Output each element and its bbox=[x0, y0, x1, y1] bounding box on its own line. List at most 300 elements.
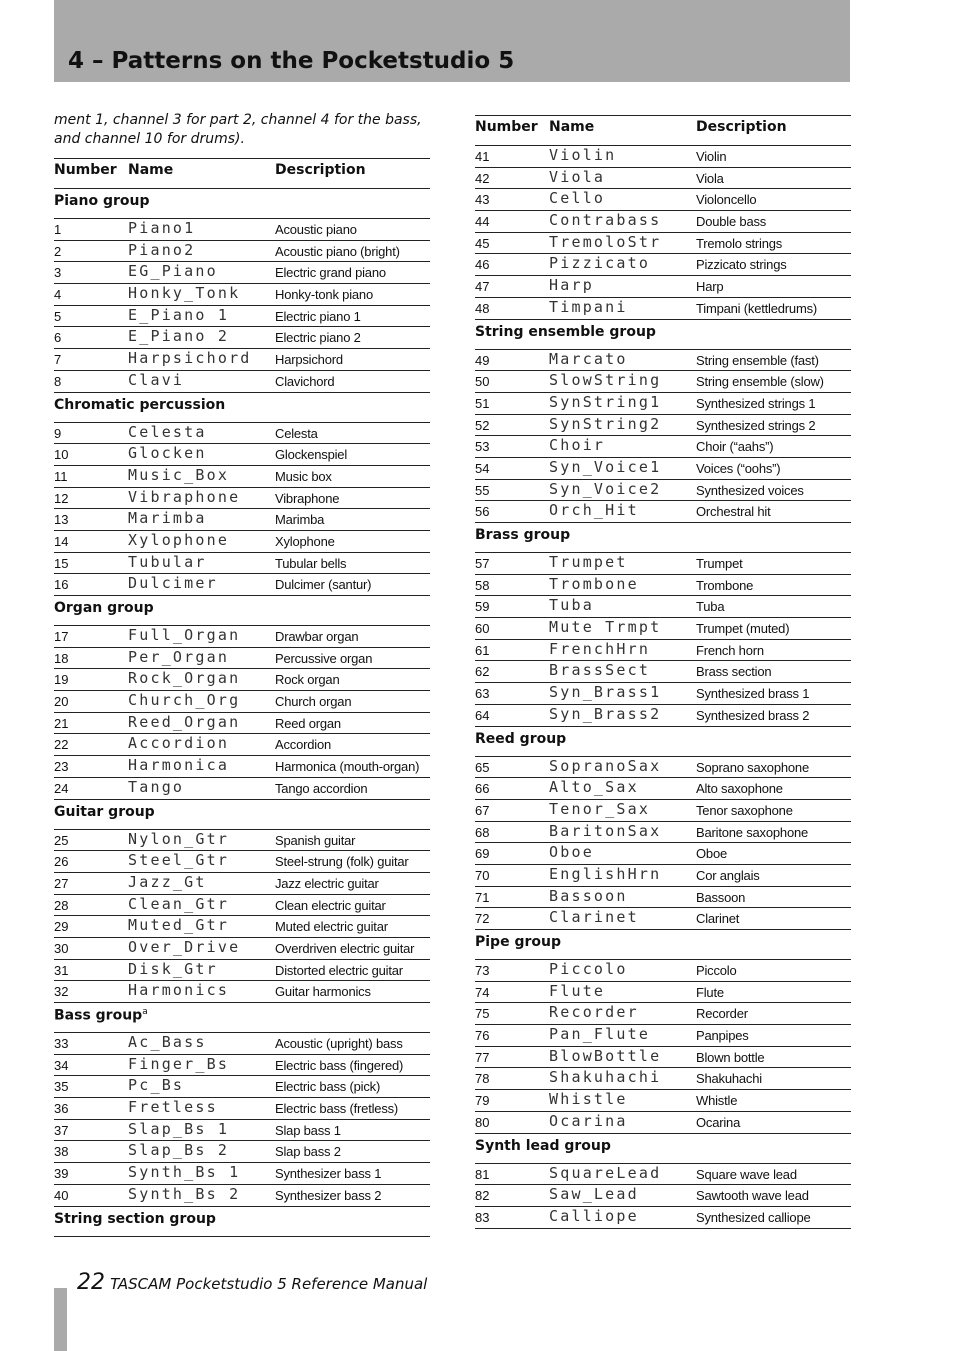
instrument-number: 60 bbox=[475, 621, 490, 637]
instrument-description: Harp bbox=[696, 279, 724, 295]
column-header-name: Name bbox=[128, 162, 174, 178]
instrument-description: Cor anglais bbox=[696, 867, 760, 883]
instrument-description: Muted electric guitar bbox=[275, 919, 388, 935]
table-header bbox=[54, 158, 430, 189]
instrument-number: 13 bbox=[54, 512, 69, 528]
instrument-lcd-name: Disk_Gtr bbox=[128, 959, 218, 978]
instrument-number: 22 bbox=[54, 737, 69, 753]
instrument-number: 6 bbox=[54, 330, 62, 346]
instrument-number: 49 bbox=[475, 352, 490, 368]
instrument-description: Church organ bbox=[275, 694, 352, 710]
table-row bbox=[54, 327, 430, 349]
instrument-lcd-name: Syn_Brass1 bbox=[549, 683, 662, 702]
instrument-lcd-name: Harmonica bbox=[128, 756, 230, 775]
instrument-lcd-name: Rock_Organ bbox=[128, 669, 241, 688]
instrument-lcd-name: Jazz_Gt bbox=[128, 872, 207, 891]
instrument-description: Harmonica (mouth-organ) bbox=[275, 759, 420, 775]
group-title-text: String section group bbox=[54, 1210, 216, 1227]
table-row bbox=[475, 1164, 851, 1186]
instrument-lcd-name: Violin bbox=[549, 146, 617, 164]
group-title-text: Brass group bbox=[475, 527, 571, 543]
instrument-description: Jazz electric guitar bbox=[275, 875, 379, 891]
group-heading bbox=[54, 189, 430, 219]
instrument-number: 12 bbox=[54, 490, 69, 506]
instrument-description: Vibraphone bbox=[275, 490, 340, 506]
instrument-number: 43 bbox=[475, 192, 490, 208]
table-row bbox=[54, 1076, 430, 1098]
instrument-description: Electric piano 2 bbox=[275, 330, 361, 346]
instrument-number: 57 bbox=[475, 556, 490, 571]
instrument-lcd-name: Harmonics bbox=[128, 981, 230, 1000]
instrument-number: 72 bbox=[475, 911, 490, 927]
table-row bbox=[475, 757, 851, 779]
instrument-number: 59 bbox=[475, 599, 490, 615]
instrument-description: Timpani (kettledrums) bbox=[696, 300, 818, 316]
instrument-lcd-name: Per_Organ bbox=[128, 647, 230, 666]
table-row bbox=[475, 298, 851, 320]
column-header-name: Name bbox=[549, 119, 595, 135]
instrument-number: 45 bbox=[475, 235, 490, 251]
instrument-number: 15 bbox=[54, 555, 69, 571]
instrument-number: 40 bbox=[54, 1187, 69, 1203]
instrument-description: Soprano saxophone bbox=[696, 759, 809, 775]
left-instrument-table bbox=[54, 158, 430, 1237]
instrument-number: 54 bbox=[475, 460, 490, 476]
instrument-number: 37 bbox=[54, 1122, 69, 1138]
instrument-lcd-name: Celesta bbox=[128, 422, 207, 441]
instrument-lcd-name: Marcato bbox=[549, 349, 628, 368]
right-instrument-table bbox=[475, 115, 851, 1229]
table-row bbox=[475, 211, 851, 233]
instrument-number: 33 bbox=[54, 1036, 69, 1051]
instrument-lcd-name: Syn_Voice2 bbox=[549, 479, 662, 498]
group-title-text: Synth lead group bbox=[475, 1137, 611, 1154]
instrument-number: 51 bbox=[475, 395, 490, 411]
instrument-lcd-name: Orch_Hit bbox=[549, 501, 639, 520]
group-title-text: Guitar group bbox=[54, 803, 155, 820]
instrument-description: Tango accordion bbox=[275, 780, 368, 796]
instrument-description: Electric bass (fretless) bbox=[275, 1101, 399, 1117]
table-row bbox=[475, 1025, 851, 1047]
table-row bbox=[54, 1185, 430, 1207]
instrument-number: 31 bbox=[54, 962, 69, 978]
instrument-description: Synthesized brass 2 bbox=[696, 707, 810, 723]
instrument-lcd-name: Oboe bbox=[549, 843, 594, 862]
instrument-number: 48 bbox=[475, 300, 490, 316]
instrument-lcd-name: Piano2 bbox=[128, 240, 196, 259]
group-heading bbox=[475, 320, 851, 350]
instrument-number: 29 bbox=[54, 919, 69, 935]
instrument-number: 83 bbox=[475, 1209, 490, 1225]
instrument-description: Trumpet bbox=[696, 556, 743, 571]
instrument-number: 65 bbox=[475, 759, 490, 775]
instrument-lcd-name: Trumpet bbox=[549, 553, 628, 571]
group-heading bbox=[54, 596, 430, 626]
table-row bbox=[54, 553, 430, 575]
instrument-description: Blown bottle bbox=[696, 1049, 765, 1065]
instrument-description: String ensemble (slow) bbox=[696, 374, 824, 390]
table-row bbox=[475, 908, 851, 930]
instrument-number: 1 bbox=[54, 222, 62, 237]
instrument-description: Harpsichord bbox=[275, 352, 343, 368]
instrument-description: Tremolo strings bbox=[696, 235, 783, 251]
instrument-lcd-name: Nylon_Gtr bbox=[128, 829, 230, 848]
table-row bbox=[475, 168, 851, 190]
instrument-lcd-name: Fretless bbox=[128, 1098, 218, 1117]
instrument-lcd-name: Full_Organ bbox=[128, 626, 241, 644]
table-row bbox=[475, 1047, 851, 1069]
instrument-description: Clavichord bbox=[275, 373, 335, 389]
instrument-lcd-name: Dulcimer bbox=[128, 574, 218, 593]
instrument-description: Trombone bbox=[696, 577, 754, 593]
group-title bbox=[475, 1138, 611, 1154]
instrument-lcd-name: Synth_Bs 1 bbox=[128, 1163, 241, 1182]
table-row bbox=[54, 1141, 430, 1163]
group-title bbox=[54, 397, 225, 413]
column-header-number: Number bbox=[475, 119, 538, 135]
table-row bbox=[475, 350, 851, 372]
table-row bbox=[54, 219, 430, 241]
instrument-description: Acoustic (upright) bass bbox=[275, 1036, 403, 1051]
instrument-number: 25 bbox=[54, 832, 69, 848]
instrument-lcd-name: Mute Trmpt bbox=[549, 618, 662, 637]
instrument-description: Oboe bbox=[696, 846, 728, 862]
page-number: 22 bbox=[77, 1270, 105, 1295]
instrument-lcd-name: BrassSect bbox=[549, 661, 651, 680]
group-title bbox=[475, 324, 656, 340]
table-row bbox=[54, 734, 430, 756]
instrument-description: Reed organ bbox=[275, 715, 341, 731]
instrument-number: 26 bbox=[54, 854, 69, 870]
instrument-description: Choir (“aahs”) bbox=[696, 439, 774, 455]
table-row bbox=[54, 284, 430, 306]
instrument-description: Baritone saxophone bbox=[696, 824, 809, 840]
instrument-lcd-name: Glocken bbox=[128, 444, 207, 463]
instrument-description: Tenor saxophone bbox=[696, 802, 793, 818]
table-row bbox=[54, 444, 430, 466]
instrument-number: 68 bbox=[475, 824, 490, 840]
group-title bbox=[54, 600, 154, 616]
instrument-number: 2 bbox=[54, 243, 62, 259]
instrument-description: Tuba bbox=[696, 599, 725, 615]
group-heading bbox=[475, 930, 851, 960]
table-row bbox=[475, 843, 851, 865]
instrument-number: 79 bbox=[475, 1093, 490, 1109]
instrument-number: 77 bbox=[475, 1049, 490, 1065]
instrument-description: Clarinet bbox=[696, 911, 740, 927]
table-row bbox=[475, 887, 851, 909]
group-title bbox=[475, 527, 570, 543]
group-title-text: String ensemble group bbox=[475, 323, 656, 340]
table-row bbox=[54, 830, 430, 852]
group-heading bbox=[54, 393, 430, 423]
instrument-number: 71 bbox=[475, 889, 490, 905]
instrument-number: 20 bbox=[54, 694, 69, 710]
instrument-description: Synthesized brass 1 bbox=[696, 686, 810, 702]
group-title-text: Reed group bbox=[475, 730, 567, 747]
table-row bbox=[54, 916, 430, 938]
group-title bbox=[54, 804, 155, 820]
instrument-description: Overdriven electric guitar bbox=[275, 940, 415, 956]
table-row bbox=[54, 648, 430, 670]
instrument-lcd-name: Clarinet bbox=[549, 908, 639, 927]
instrument-description: Synthesized strings 1 bbox=[696, 395, 816, 411]
instrument-lcd-name: BlowBottle bbox=[549, 1046, 662, 1065]
instrument-lcd-name: Clean_Gtr bbox=[128, 894, 230, 913]
table-row bbox=[475, 661, 851, 683]
group-title-text: Bass group bbox=[54, 1007, 143, 1024]
table-row bbox=[54, 1055, 430, 1077]
table-row bbox=[475, 501, 851, 523]
instrument-lcd-name: Saw_Lead bbox=[549, 1185, 639, 1204]
group-heading bbox=[54, 1207, 430, 1237]
instrument-lcd-name: Clavi bbox=[128, 370, 185, 389]
instrument-number: 32 bbox=[54, 984, 69, 1000]
instrument-number: 50 bbox=[475, 374, 490, 390]
instrument-description: Steel-strung (folk) guitar bbox=[275, 854, 409, 870]
group-title-text: Pipe group bbox=[475, 934, 561, 950]
table-row bbox=[475, 436, 851, 458]
manual-title: TASCAM Pocketstudio 5 Reference Manual bbox=[110, 1275, 428, 1293]
instrument-description: Panpipes bbox=[696, 1028, 749, 1044]
instrument-description: Voices (“oohs”) bbox=[696, 460, 781, 476]
instrument-number: 21 bbox=[54, 715, 69, 731]
instrument-lcd-name: Alto_Sax bbox=[549, 778, 639, 797]
table-row bbox=[475, 618, 851, 640]
group-heading bbox=[475, 523, 851, 553]
instrument-number: 74 bbox=[475, 984, 490, 1000]
table-row bbox=[54, 262, 430, 284]
table-row bbox=[475, 982, 851, 1004]
instrument-lcd-name: EnglishHrn bbox=[549, 864, 662, 883]
table-row bbox=[475, 705, 851, 727]
table-row bbox=[54, 531, 430, 553]
instrument-description: Synthesized voices bbox=[696, 482, 804, 498]
instrument-description: Percussive organ bbox=[275, 650, 373, 666]
instrument-number: 63 bbox=[475, 686, 490, 702]
instrument-description: Music box bbox=[275, 468, 332, 484]
instrument-lcd-name: Xylophone bbox=[128, 530, 230, 549]
instrument-lcd-name: Harp bbox=[549, 276, 594, 295]
instrument-lcd-name: Music_Box bbox=[128, 465, 230, 484]
table-row bbox=[475, 865, 851, 887]
instrument-lcd-name: Whistle bbox=[549, 1090, 628, 1109]
instrument-lcd-name: Piano1 bbox=[128, 219, 196, 237]
instrument-lcd-name: Muted_Gtr bbox=[128, 916, 230, 935]
table-row bbox=[475, 1068, 851, 1090]
instrument-lcd-name: Vibraphone bbox=[128, 487, 241, 506]
instrument-description: Honky-tonk piano bbox=[275, 287, 373, 303]
instrument-number: 76 bbox=[475, 1028, 490, 1044]
instrument-number: 5 bbox=[54, 308, 62, 324]
table-row bbox=[475, 800, 851, 822]
instrument-lcd-name: Flute bbox=[549, 981, 606, 1000]
instrument-description: String ensemble (fast) bbox=[696, 352, 819, 368]
table-row bbox=[54, 371, 430, 393]
instrument-lcd-name: Tubular bbox=[128, 552, 207, 571]
instrument-description: Electric bass (fingered) bbox=[275, 1057, 404, 1073]
instrument-description: Spanish guitar bbox=[275, 832, 356, 848]
instrument-description: Accordion bbox=[275, 737, 332, 753]
instrument-description: Electric piano 1 bbox=[275, 308, 361, 324]
group-heading bbox=[475, 1134, 851, 1164]
instrument-description: Celesta bbox=[275, 425, 318, 441]
table-row bbox=[54, 1163, 430, 1185]
instrument-lcd-name: Tuba bbox=[549, 596, 594, 615]
table-row bbox=[475, 640, 851, 662]
instrument-number: 35 bbox=[54, 1079, 69, 1095]
table-row bbox=[475, 254, 851, 276]
instrument-lcd-name: Recorder bbox=[549, 1003, 639, 1022]
instrument-lcd-name: Ac_Bass bbox=[128, 1033, 207, 1051]
instrument-description: Double bass bbox=[696, 214, 767, 230]
instrument-lcd-name: Shakuhachi bbox=[549, 1068, 662, 1087]
table-row bbox=[54, 306, 430, 328]
instrument-description: Acoustic piano (bright) bbox=[275, 243, 400, 259]
group-title bbox=[54, 1211, 216, 1227]
instrument-lcd-name: SlowString bbox=[549, 371, 662, 390]
instrument-description: Marimba bbox=[275, 512, 325, 528]
instrument-description: Violoncello bbox=[696, 192, 757, 208]
instrument-number: 81 bbox=[475, 1166, 490, 1182]
instrument-description: Tubular bells bbox=[275, 555, 347, 571]
table-body bbox=[54, 189, 430, 1237]
instrument-lcd-name: Tenor_Sax bbox=[549, 799, 651, 818]
group-heading bbox=[475, 727, 851, 757]
instrument-lcd-name: Harpsichord bbox=[128, 349, 252, 368]
instrument-description: Synthesizer bass 1 bbox=[275, 1166, 382, 1182]
instrument-lcd-name: Pc_Bs bbox=[128, 1076, 185, 1095]
column-header-description: Description bbox=[696, 119, 787, 135]
table-body bbox=[475, 146, 851, 1229]
table-row bbox=[475, 1112, 851, 1134]
instrument-description: Guitar harmonics bbox=[275, 984, 371, 1000]
instrument-lcd-name: Slap_Bs 2 bbox=[128, 1141, 230, 1160]
instrument-description: Electric bass (pick) bbox=[275, 1079, 381, 1095]
instrument-lcd-name: SquareLead bbox=[549, 1163, 662, 1182]
table-row bbox=[54, 669, 430, 691]
instrument-lcd-name: Syn_Brass2 bbox=[549, 704, 662, 723]
instrument-number: 18 bbox=[54, 650, 69, 666]
group-title-text: Piano group bbox=[54, 193, 150, 209]
instrument-description: Brass section bbox=[696, 664, 772, 680]
instrument-number: 23 bbox=[54, 759, 69, 775]
instrument-number: 30 bbox=[54, 940, 69, 956]
table-row bbox=[54, 960, 430, 982]
table-row bbox=[475, 822, 851, 844]
table-row bbox=[475, 189, 851, 211]
instrument-description: Glockenspiel bbox=[275, 447, 348, 463]
instrument-description: Sawtooth wave lead bbox=[696, 1188, 809, 1204]
instrument-description: Drawbar organ bbox=[275, 629, 359, 644]
table-row bbox=[54, 1098, 430, 1120]
column-header-number: Number bbox=[54, 162, 117, 178]
instrument-description: Synthesized strings 2 bbox=[696, 417, 816, 433]
instrument-lcd-name: Piccolo bbox=[549, 960, 628, 978]
instrument-description: Flute bbox=[696, 984, 724, 1000]
group-title-text: Chromatic percussion bbox=[54, 396, 226, 413]
instrument-lcd-name: Tango bbox=[128, 777, 185, 796]
instrument-lcd-name: Syn_Voice1 bbox=[549, 457, 662, 476]
instrument-lcd-name: Steel_Gtr bbox=[128, 851, 230, 870]
instrument-lcd-name: Church_Org bbox=[128, 691, 241, 710]
instrument-description: Alto saxophone bbox=[696, 781, 783, 797]
table-row bbox=[54, 1120, 430, 1142]
instrument-lcd-name: Honky_Tonk bbox=[128, 284, 241, 303]
table-row bbox=[54, 1033, 430, 1055]
table-row bbox=[475, 596, 851, 618]
instrument-number: 82 bbox=[475, 1188, 490, 1204]
table-row bbox=[475, 1185, 851, 1207]
table-row bbox=[54, 574, 430, 596]
instrument-lcd-name: SynString2 bbox=[549, 414, 662, 433]
table-header bbox=[475, 115, 851, 146]
group-title bbox=[54, 1007, 148, 1024]
instrument-description: Electric grand piano bbox=[275, 265, 386, 281]
group-title bbox=[475, 934, 561, 950]
column-header-description: Description bbox=[275, 162, 366, 178]
instrument-number: 61 bbox=[475, 642, 490, 658]
group-heading bbox=[54, 800, 430, 830]
instrument-lcd-name: Timpani bbox=[549, 297, 628, 316]
instrument-description: Orchestral hit bbox=[696, 504, 771, 520]
table-row bbox=[475, 480, 851, 502]
group-heading bbox=[54, 1003, 430, 1033]
footer-bar bbox=[54, 1288, 67, 1351]
instrument-lcd-name: Calliope bbox=[549, 1206, 639, 1225]
instrument-number: 27 bbox=[54, 875, 69, 891]
group-title bbox=[475, 731, 566, 747]
chapter-title: 4 – Patterns on the Pocketstudio 5 bbox=[68, 48, 515, 74]
instrument-number: 66 bbox=[475, 781, 490, 797]
instrument-description: French horn bbox=[696, 642, 764, 658]
instrument-number: 78 bbox=[475, 1071, 490, 1087]
table-row bbox=[475, 1003, 851, 1025]
instrument-number: 75 bbox=[475, 1006, 490, 1022]
instrument-lcd-name: Accordion bbox=[128, 734, 230, 753]
table-row bbox=[54, 423, 430, 445]
instrument-description: Acoustic piano bbox=[275, 222, 357, 237]
table-row bbox=[54, 981, 430, 1003]
instrument-lcd-name: Pizzicato bbox=[549, 254, 651, 273]
instrument-number: 62 bbox=[475, 664, 490, 680]
table-row bbox=[54, 626, 430, 648]
table-row bbox=[475, 683, 851, 705]
intro-text: ment 1, channel 3 for part 2, channel 4 for the bass, and channel 10 for drums). bbox=[54, 112, 422, 147]
instrument-description: Clean electric guitar bbox=[275, 897, 386, 913]
instrument-lcd-name: Over_Drive bbox=[128, 937, 241, 956]
instrument-description: Slap bass 1 bbox=[275, 1122, 341, 1138]
instrument-description: Slap bass 2 bbox=[275, 1144, 341, 1160]
instrument-number: 53 bbox=[475, 439, 490, 455]
instrument-description: Viola bbox=[696, 170, 724, 186]
table-row bbox=[475, 146, 851, 168]
instrument-lcd-name: Choir bbox=[549, 436, 606, 455]
instrument-description: Distorted electric guitar bbox=[275, 962, 403, 978]
table-row bbox=[475, 458, 851, 480]
instrument-lcd-name: E_Piano 2 bbox=[128, 327, 230, 346]
table-row bbox=[475, 575, 851, 597]
instrument-number: 56 bbox=[475, 504, 490, 520]
table-row bbox=[475, 276, 851, 298]
instrument-lcd-name: EG_Piano bbox=[128, 262, 218, 281]
footnote-marker: a bbox=[142, 1007, 148, 1017]
table-row bbox=[475, 371, 851, 393]
table-row bbox=[54, 509, 430, 531]
instrument-description: Square wave lead bbox=[696, 1166, 797, 1182]
table-row bbox=[54, 873, 430, 895]
group-title bbox=[54, 193, 150, 209]
